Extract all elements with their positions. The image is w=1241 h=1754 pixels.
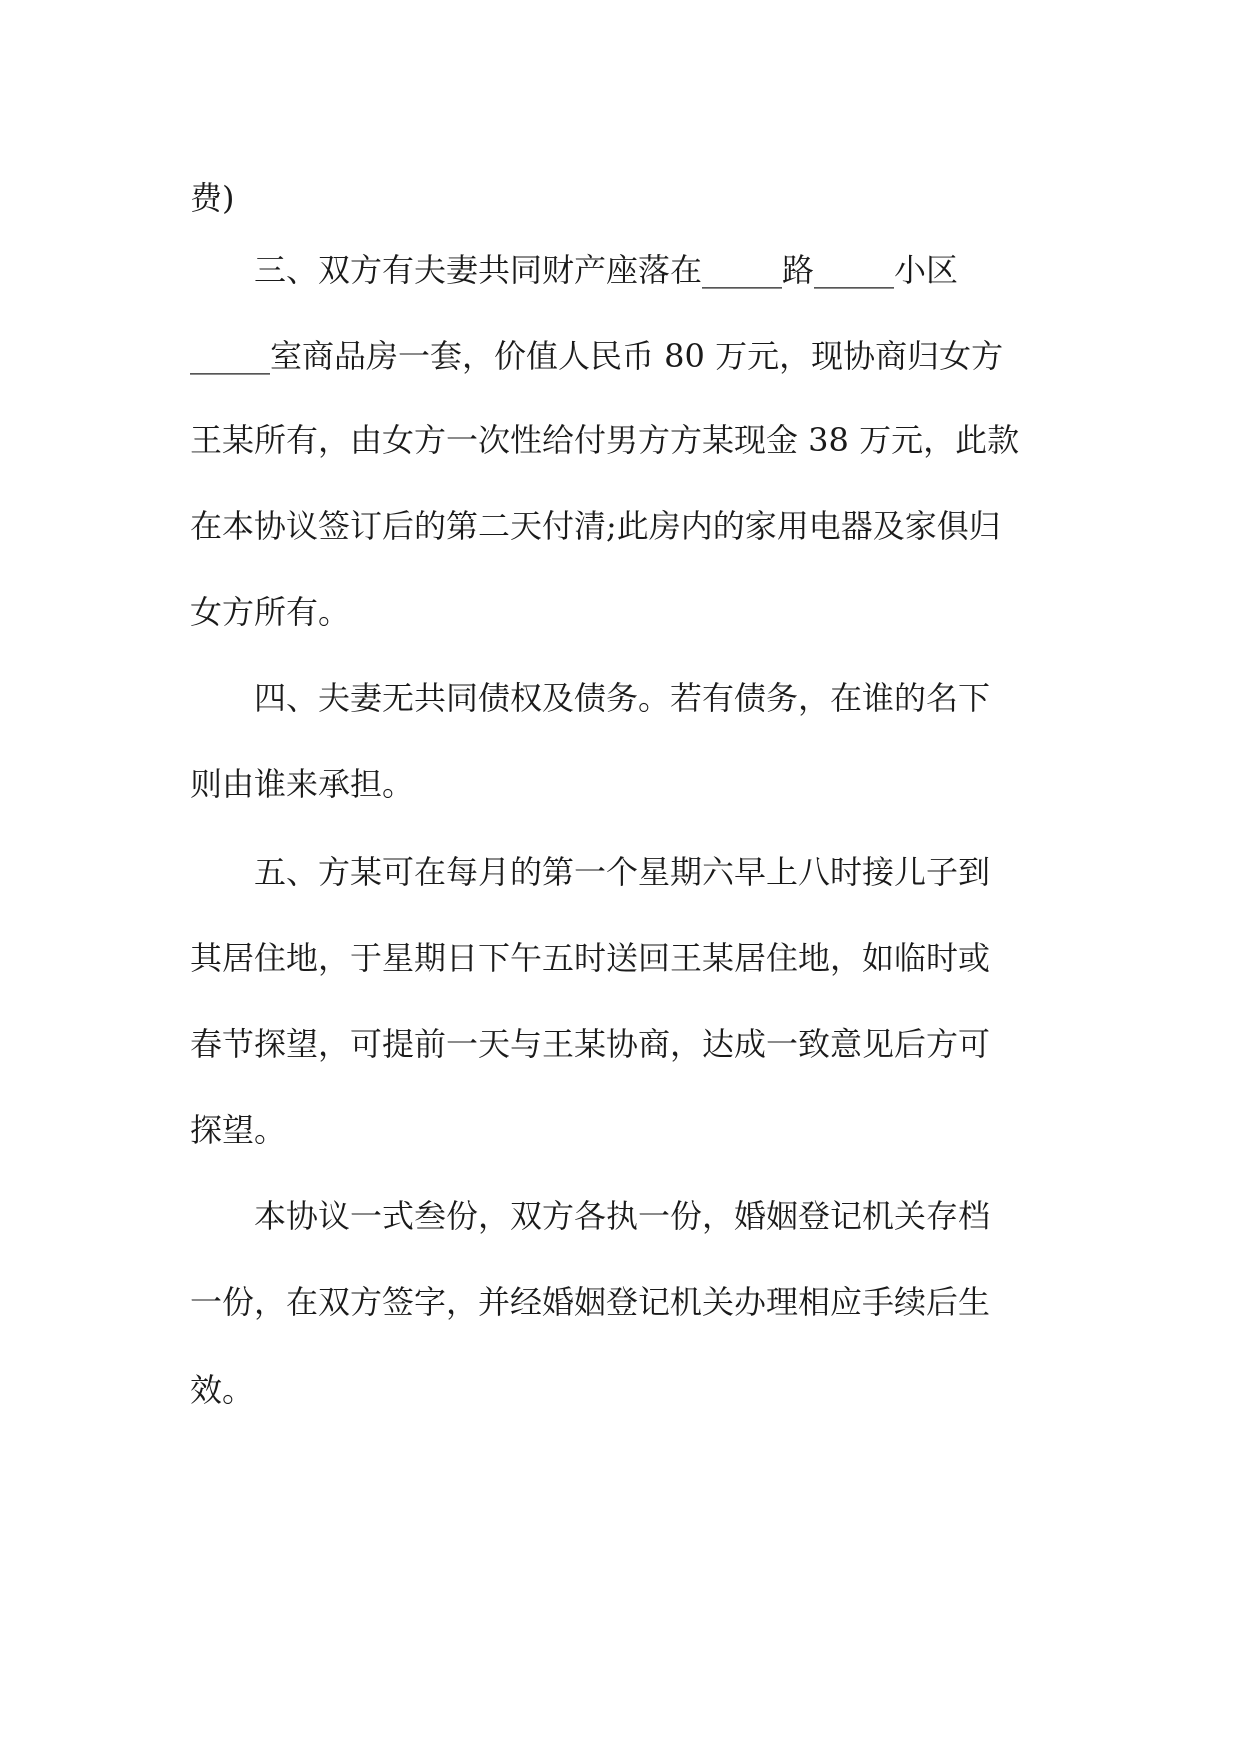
text-line: 女方所有。 bbox=[190, 593, 351, 631]
text-line: 在本协议签订后的第二天付清;此房内的家用电器及家俱归 bbox=[190, 507, 1001, 545]
closing-paragraph-line: 本协议一式叁份，双方各执一份，婚姻登记机关存档 bbox=[254, 1197, 991, 1235]
text-line: 费) bbox=[190, 179, 235, 217]
clause-four-heading-line: 四、夫妻无共同债权及债务。若有债务，在谁的名下 bbox=[254, 679, 991, 717]
text-line: 则由谁来承担。 bbox=[190, 765, 415, 803]
text-line: 王某所有，由女方一次性给付男方方某现金 38 万元，此款 bbox=[190, 421, 1020, 459]
clause-three-heading-line: 三、双方有夫妻共同财产座落在_____路_____小区 bbox=[254, 251, 959, 289]
text-line: 探望。 bbox=[190, 1111, 287, 1149]
text-line: 一份，在双方签字，并经婚姻登记机关办理相应手续后生 bbox=[190, 1283, 991, 1321]
text-line: _____室商品房一套，价值人民币 80 万元，现协商归女方 bbox=[190, 337, 1004, 375]
text-line: 效。 bbox=[190, 1371, 255, 1409]
text-line: 春节探望，可提前一天与王某协商，达成一致意见后方可 bbox=[190, 1025, 991, 1063]
text-line: 其居住地，于星期日下午五时送回王某居住地，如临时或 bbox=[190, 939, 991, 977]
clause-five-heading-line: 五、方某可在每月的第一个星期六早上八时接儿子到 bbox=[254, 853, 991, 891]
